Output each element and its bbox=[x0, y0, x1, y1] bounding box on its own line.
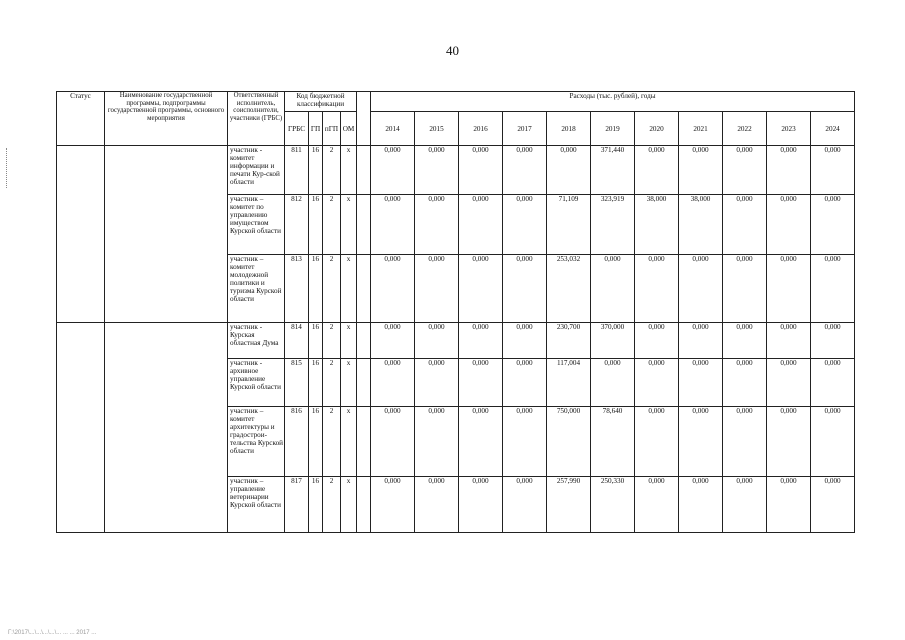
expense-value-cell: 0,000 bbox=[415, 255, 459, 323]
pgp-cell: 2 bbox=[323, 359, 341, 407]
gp-cell: 16 bbox=[309, 407, 323, 477]
gp-cell: 16 bbox=[309, 359, 323, 407]
header-budget-code: Код бюджетной классификации bbox=[285, 92, 357, 112]
expense-value-cell: 38,000 bbox=[679, 195, 723, 255]
spacer-cell bbox=[357, 255, 371, 323]
gp-cell: 16 bbox=[309, 323, 323, 359]
expense-value-cell: 0,000 bbox=[635, 359, 679, 407]
header-status: Статус bbox=[57, 92, 105, 146]
expense-value-cell: 38,000 bbox=[635, 195, 679, 255]
expense-value-cell: 78,640 bbox=[591, 407, 635, 477]
header-year: 2019 bbox=[591, 112, 635, 146]
expense-value-cell: 0,000 bbox=[459, 146, 503, 195]
pgp-cell: 2 bbox=[323, 323, 341, 359]
header-year: 2014 bbox=[371, 112, 415, 146]
expense-value-cell: 0,000 bbox=[635, 477, 679, 533]
executor-cell: участник - комитет информации и печати Кур-ской области bbox=[228, 146, 285, 195]
expense-value-cell: 0,000 bbox=[547, 146, 591, 195]
executor-cell: участник – комитет по управлению имуществом Курской области bbox=[228, 195, 285, 255]
header-year: 2015 bbox=[415, 112, 459, 146]
pgp-cell: 2 bbox=[323, 195, 341, 255]
executor-cell: участник – управление ветеринарии Курской области bbox=[228, 477, 285, 533]
grbs-cell: 813 bbox=[285, 255, 309, 323]
expense-value-cell: 0,000 bbox=[811, 323, 855, 359]
pgp-cell: 2 bbox=[323, 477, 341, 533]
expense-value-cell: 0,000 bbox=[767, 359, 811, 407]
expense-value-cell: 0,000 bbox=[459, 255, 503, 323]
expense-value-cell: 0,000 bbox=[503, 195, 547, 255]
expense-value-cell: 0,000 bbox=[415, 146, 459, 195]
expenses-table bbox=[56, 91, 855, 533]
table-row bbox=[57, 146, 855, 195]
status-cell bbox=[57, 146, 105, 323]
status-cell bbox=[57, 323, 105, 533]
expense-value-cell: 0,000 bbox=[503, 477, 547, 533]
expense-value-cell: 0,000 bbox=[767, 146, 811, 195]
expense-value-cell: 0,000 bbox=[767, 195, 811, 255]
expense-value-cell: 0,000 bbox=[503, 407, 547, 477]
spacer-cell bbox=[357, 359, 371, 407]
expense-value-cell: 0,000 bbox=[811, 195, 855, 255]
expense-value-cell: 0,000 bbox=[767, 255, 811, 323]
gp-cell: 16 bbox=[309, 477, 323, 533]
expense-value-cell: 0,000 bbox=[635, 255, 679, 323]
expense-value-cell: 0,000 bbox=[767, 477, 811, 533]
expense-value-cell: 230,700 bbox=[547, 323, 591, 359]
spacer-cell bbox=[357, 477, 371, 533]
grbs-cell: 814 bbox=[285, 323, 309, 359]
expense-value-cell: 0,000 bbox=[635, 146, 679, 195]
expense-value-cell: 250,330 bbox=[591, 477, 635, 533]
expense-value-cell: 0,000 bbox=[723, 146, 767, 195]
gp-cell: 16 bbox=[309, 255, 323, 323]
executor-cell: участник – комитет молодежной политики и туризма Курской области bbox=[228, 255, 285, 323]
header-code-col: ГП bbox=[309, 112, 323, 146]
grbs-cell: 817 bbox=[285, 477, 309, 533]
expense-value-cell: 0,000 bbox=[811, 255, 855, 323]
expense-value-cell: 0,000 bbox=[459, 407, 503, 477]
expense-value-cell: 0,000 bbox=[679, 323, 723, 359]
grbs-cell: 816 bbox=[285, 407, 309, 477]
expense-value-cell: 0,000 bbox=[415, 359, 459, 407]
expense-value-cell: 0,000 bbox=[723, 477, 767, 533]
spacer-cell bbox=[357, 195, 371, 255]
expense-value-cell: 0,000 bbox=[503, 255, 547, 323]
expense-value-cell: 0,000 bbox=[679, 477, 723, 533]
expense-value-cell: 0,000 bbox=[723, 195, 767, 255]
expense-value-cell: 0,000 bbox=[371, 477, 415, 533]
expense-value-cell: 0,000 bbox=[723, 407, 767, 477]
expense-value-cell: 0,000 bbox=[371, 359, 415, 407]
grbs-cell: 811 bbox=[285, 146, 309, 195]
expense-value-cell: 0,000 bbox=[723, 359, 767, 407]
header-program-name: Наименование государственной программы, подпрограммы государственной программы, основного мероприятия bbox=[105, 92, 228, 146]
expense-value-cell: 0,000 bbox=[459, 359, 503, 407]
expense-value-cell: 0,000 bbox=[503, 359, 547, 407]
header-spacer bbox=[357, 92, 371, 146]
expense-value-cell: 0,000 bbox=[459, 195, 503, 255]
expense-value-cell: 117,004 bbox=[547, 359, 591, 407]
expense-value-cell: 0,000 bbox=[371, 195, 415, 255]
expense-value-cell: 0,000 bbox=[635, 407, 679, 477]
expense-value-cell: 0,000 bbox=[767, 407, 811, 477]
expense-value-cell: 0,000 bbox=[415, 195, 459, 255]
om-cell: х bbox=[341, 407, 357, 477]
expense-value-cell: 0,000 bbox=[459, 323, 503, 359]
expense-value-cell: 0,000 bbox=[371, 323, 415, 359]
expense-value-cell: 0,000 bbox=[811, 359, 855, 407]
pgp-cell: 2 bbox=[323, 255, 341, 323]
pgp-cell: 2 bbox=[323, 146, 341, 195]
expense-value-cell: 371,440 bbox=[591, 146, 635, 195]
pgp-cell: 2 bbox=[323, 407, 341, 477]
margin-mark bbox=[6, 148, 8, 188]
header-year: 2024 bbox=[811, 112, 855, 146]
header-code-col: ОМ bbox=[341, 112, 357, 146]
expense-value-cell: 0,000 bbox=[415, 323, 459, 359]
header-year: 2020 bbox=[635, 112, 679, 146]
expense-value-cell: 0,000 bbox=[591, 359, 635, 407]
expense-value-cell: 0,000 bbox=[371, 407, 415, 477]
gp-cell: 16 bbox=[309, 146, 323, 195]
expense-value-cell: 0,000 bbox=[811, 146, 855, 195]
page-number: 40 bbox=[446, 43, 459, 58]
spacer-cell bbox=[357, 323, 371, 359]
header-year: 2022 bbox=[723, 112, 767, 146]
expense-value-cell: 0,000 bbox=[371, 146, 415, 195]
expense-value-cell: 0,000 bbox=[723, 255, 767, 323]
spacer-cell bbox=[357, 146, 371, 195]
expense-value-cell: 253,032 bbox=[547, 255, 591, 323]
header-year: 2021 bbox=[679, 112, 723, 146]
grbs-cell: 815 bbox=[285, 359, 309, 407]
header-year: 2016 bbox=[459, 112, 503, 146]
om-cell: х bbox=[341, 323, 357, 359]
expense-value-cell: 0,000 bbox=[679, 255, 723, 323]
grbs-cell: 812 bbox=[285, 195, 309, 255]
expense-value-cell: 257,990 bbox=[547, 477, 591, 533]
expense-value-cell: 0,000 bbox=[811, 407, 855, 477]
program-name-cell bbox=[105, 146, 228, 323]
om-cell: х bbox=[341, 477, 357, 533]
expense-value-cell: 0,000 bbox=[679, 407, 723, 477]
footer-note: Г:\2017\...\...\...\...\... ... ... 2017 ... bbox=[8, 630, 97, 636]
header-year: 2017 bbox=[503, 112, 547, 146]
expense-value-cell: 0,000 bbox=[415, 477, 459, 533]
header-responsible: Ответственный исполнитель, соисполнители, участники (ГРБС) bbox=[228, 92, 285, 146]
expense-value-cell: 0,000 bbox=[415, 407, 459, 477]
expense-value-cell: 750,000 bbox=[547, 407, 591, 477]
executor-cell: участник - Курская областная Дума bbox=[228, 323, 285, 359]
header-code-col: ГРБС bbox=[285, 112, 309, 146]
expense-value-cell: 323,919 bbox=[591, 195, 635, 255]
expense-value-cell: 0,000 bbox=[503, 146, 547, 195]
header-expenses: Расходы (тыс. рублей), годы bbox=[371, 92, 855, 112]
expense-value-cell: 0,000 bbox=[723, 323, 767, 359]
expense-value-cell: 0,000 bbox=[459, 477, 503, 533]
executor-cell: участник – комитет архитектуры и градострои-тельства Курской области bbox=[228, 407, 285, 477]
table-row bbox=[57, 323, 855, 359]
expense-value-cell: 370,000 bbox=[591, 323, 635, 359]
header-year: 2023 bbox=[767, 112, 811, 146]
expense-value-cell: 0,000 bbox=[679, 146, 723, 195]
om-cell: х bbox=[341, 359, 357, 407]
expense-value-cell: 0,000 bbox=[371, 255, 415, 323]
expense-value-cell: 71,109 bbox=[547, 195, 591, 255]
gp-cell: 16 bbox=[309, 195, 323, 255]
om-cell: х bbox=[341, 146, 357, 195]
executor-cell: участник - архивное управление Курской области bbox=[228, 359, 285, 407]
expense-value-cell: 0,000 bbox=[635, 323, 679, 359]
expense-value-cell: 0,000 bbox=[503, 323, 547, 359]
expense-value-cell: 0,000 bbox=[591, 255, 635, 323]
om-cell: х bbox=[341, 255, 357, 323]
spacer-cell bbox=[357, 407, 371, 477]
header-code-col: пГП bbox=[323, 112, 341, 146]
expense-value-cell: 0,000 bbox=[811, 477, 855, 533]
expense-value-cell: 0,000 bbox=[767, 323, 811, 359]
om-cell: х bbox=[341, 195, 357, 255]
expense-value-cell: 0,000 bbox=[679, 359, 723, 407]
header-year: 2018 bbox=[547, 112, 591, 146]
program-name-cell bbox=[105, 323, 228, 533]
